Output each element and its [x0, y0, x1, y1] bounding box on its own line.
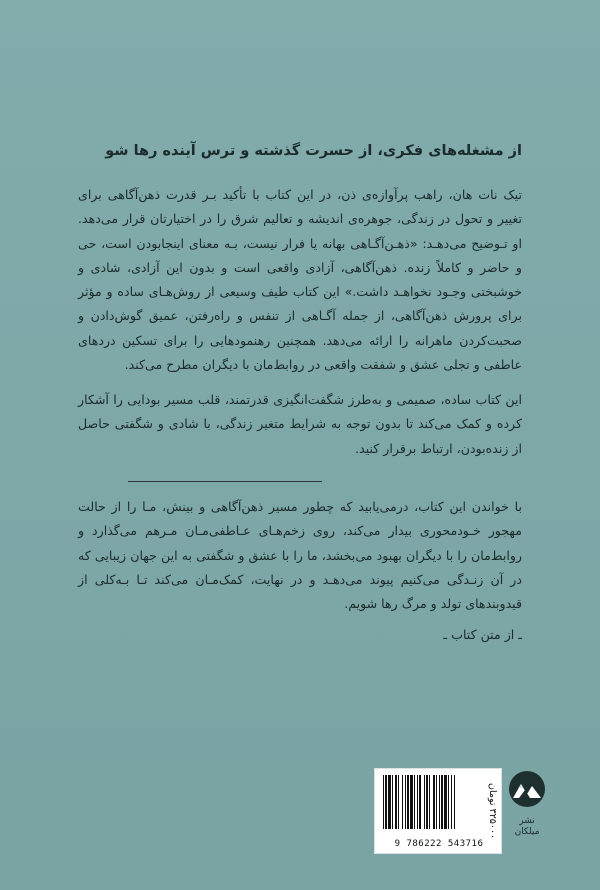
description-paragraph-1: تیک نات هان، راهب پرآوازه‌ی ذن، در این کتاب با تأکید بـر قدرت ذهن‌آگاهی برای تغییر و تحول در زندگی، جوهره‌ی اندیشه و تعالیم شرق را در اختیارتان قرار می‌دهد. او تـوضیح می‌دهـد: «ذهـن‌آگـاهی بهانه یا فرار نیست، بـه معنای اینجابودن است، حی و حاضر و کاملاً زنده. ذهن‌آگاهی، آزادی واقعی است و بدون این آزادی، شادی و خوشبختی وجـود نخواهـد داشت.» این کتاب طیف وسیعی از روش‌هـای ساده و مؤثر برای پرورش ذهن‌آگاهی، از جمله آگـاهی از تنفس و راه‌رفتن، عمیق گوش‌دادن و صحبت‌کردن ماهرانه را ارائه می‌دهد. همچنین رهنمودهایی را برای تسکین دردهای عاطفی و تجلی عشق و شفقت واقعی در روابط‌مان با دیگران مطرح می‌کند. — [78, 187, 522, 373]
source-note: ـ از متن کتاب ـ — [443, 627, 522, 642]
publisher-name: نشر میلکان — [514, 816, 540, 837]
barcode-icon — [379, 773, 475, 833]
section-divider — [128, 481, 322, 482]
isbn-number: 9 786222 543716 — [394, 839, 484, 849]
headline: از مشغله‌های فکری، از حسرت گذشته و ترس آینده رها شو — [105, 143, 522, 159]
mountains-logo-icon — [508, 768, 546, 810]
price-label: ۳۲۵۰۰۰ تومان — [487, 782, 498, 840]
excerpt-paragraph: با خواندن این کتاب، درمی‌یابید که چطور مسیر ذهن‌آگاهی و بینش، مـا را از حالت مهجور خـودمحوری بیدار می‌کند، روی زخم‌هـای عـاطفی‌مـان مـرهم می‌گذارد و روابط‌مان را با دیگران بهبود می‌بخشد، ما را با عشق و شگفتی به این جهان زیبایی که در آن زنـدگی می‌کنیم پیوند می‌دهـد و در نهایت، کمک‌مـان می‌کند تـا بـه‌کلی از قیدوبندهای تولد و مرگ رها شویم. — [78, 499, 522, 612]
publisher-block — [507, 768, 547, 854]
description-paragraph-2: این کتاب ساده، صمیمی و به‌طرز شگفت‌انگیزی قدرتمند، قلب مسیر بودایی را آشکار کرده و کمک می‌کند تا بدون توجه به شرایط متغیر زندگی، با شادی و شگفتی حاصل از زنده‌بودن، ارتباط برقرار کنید. — [78, 392, 522, 456]
